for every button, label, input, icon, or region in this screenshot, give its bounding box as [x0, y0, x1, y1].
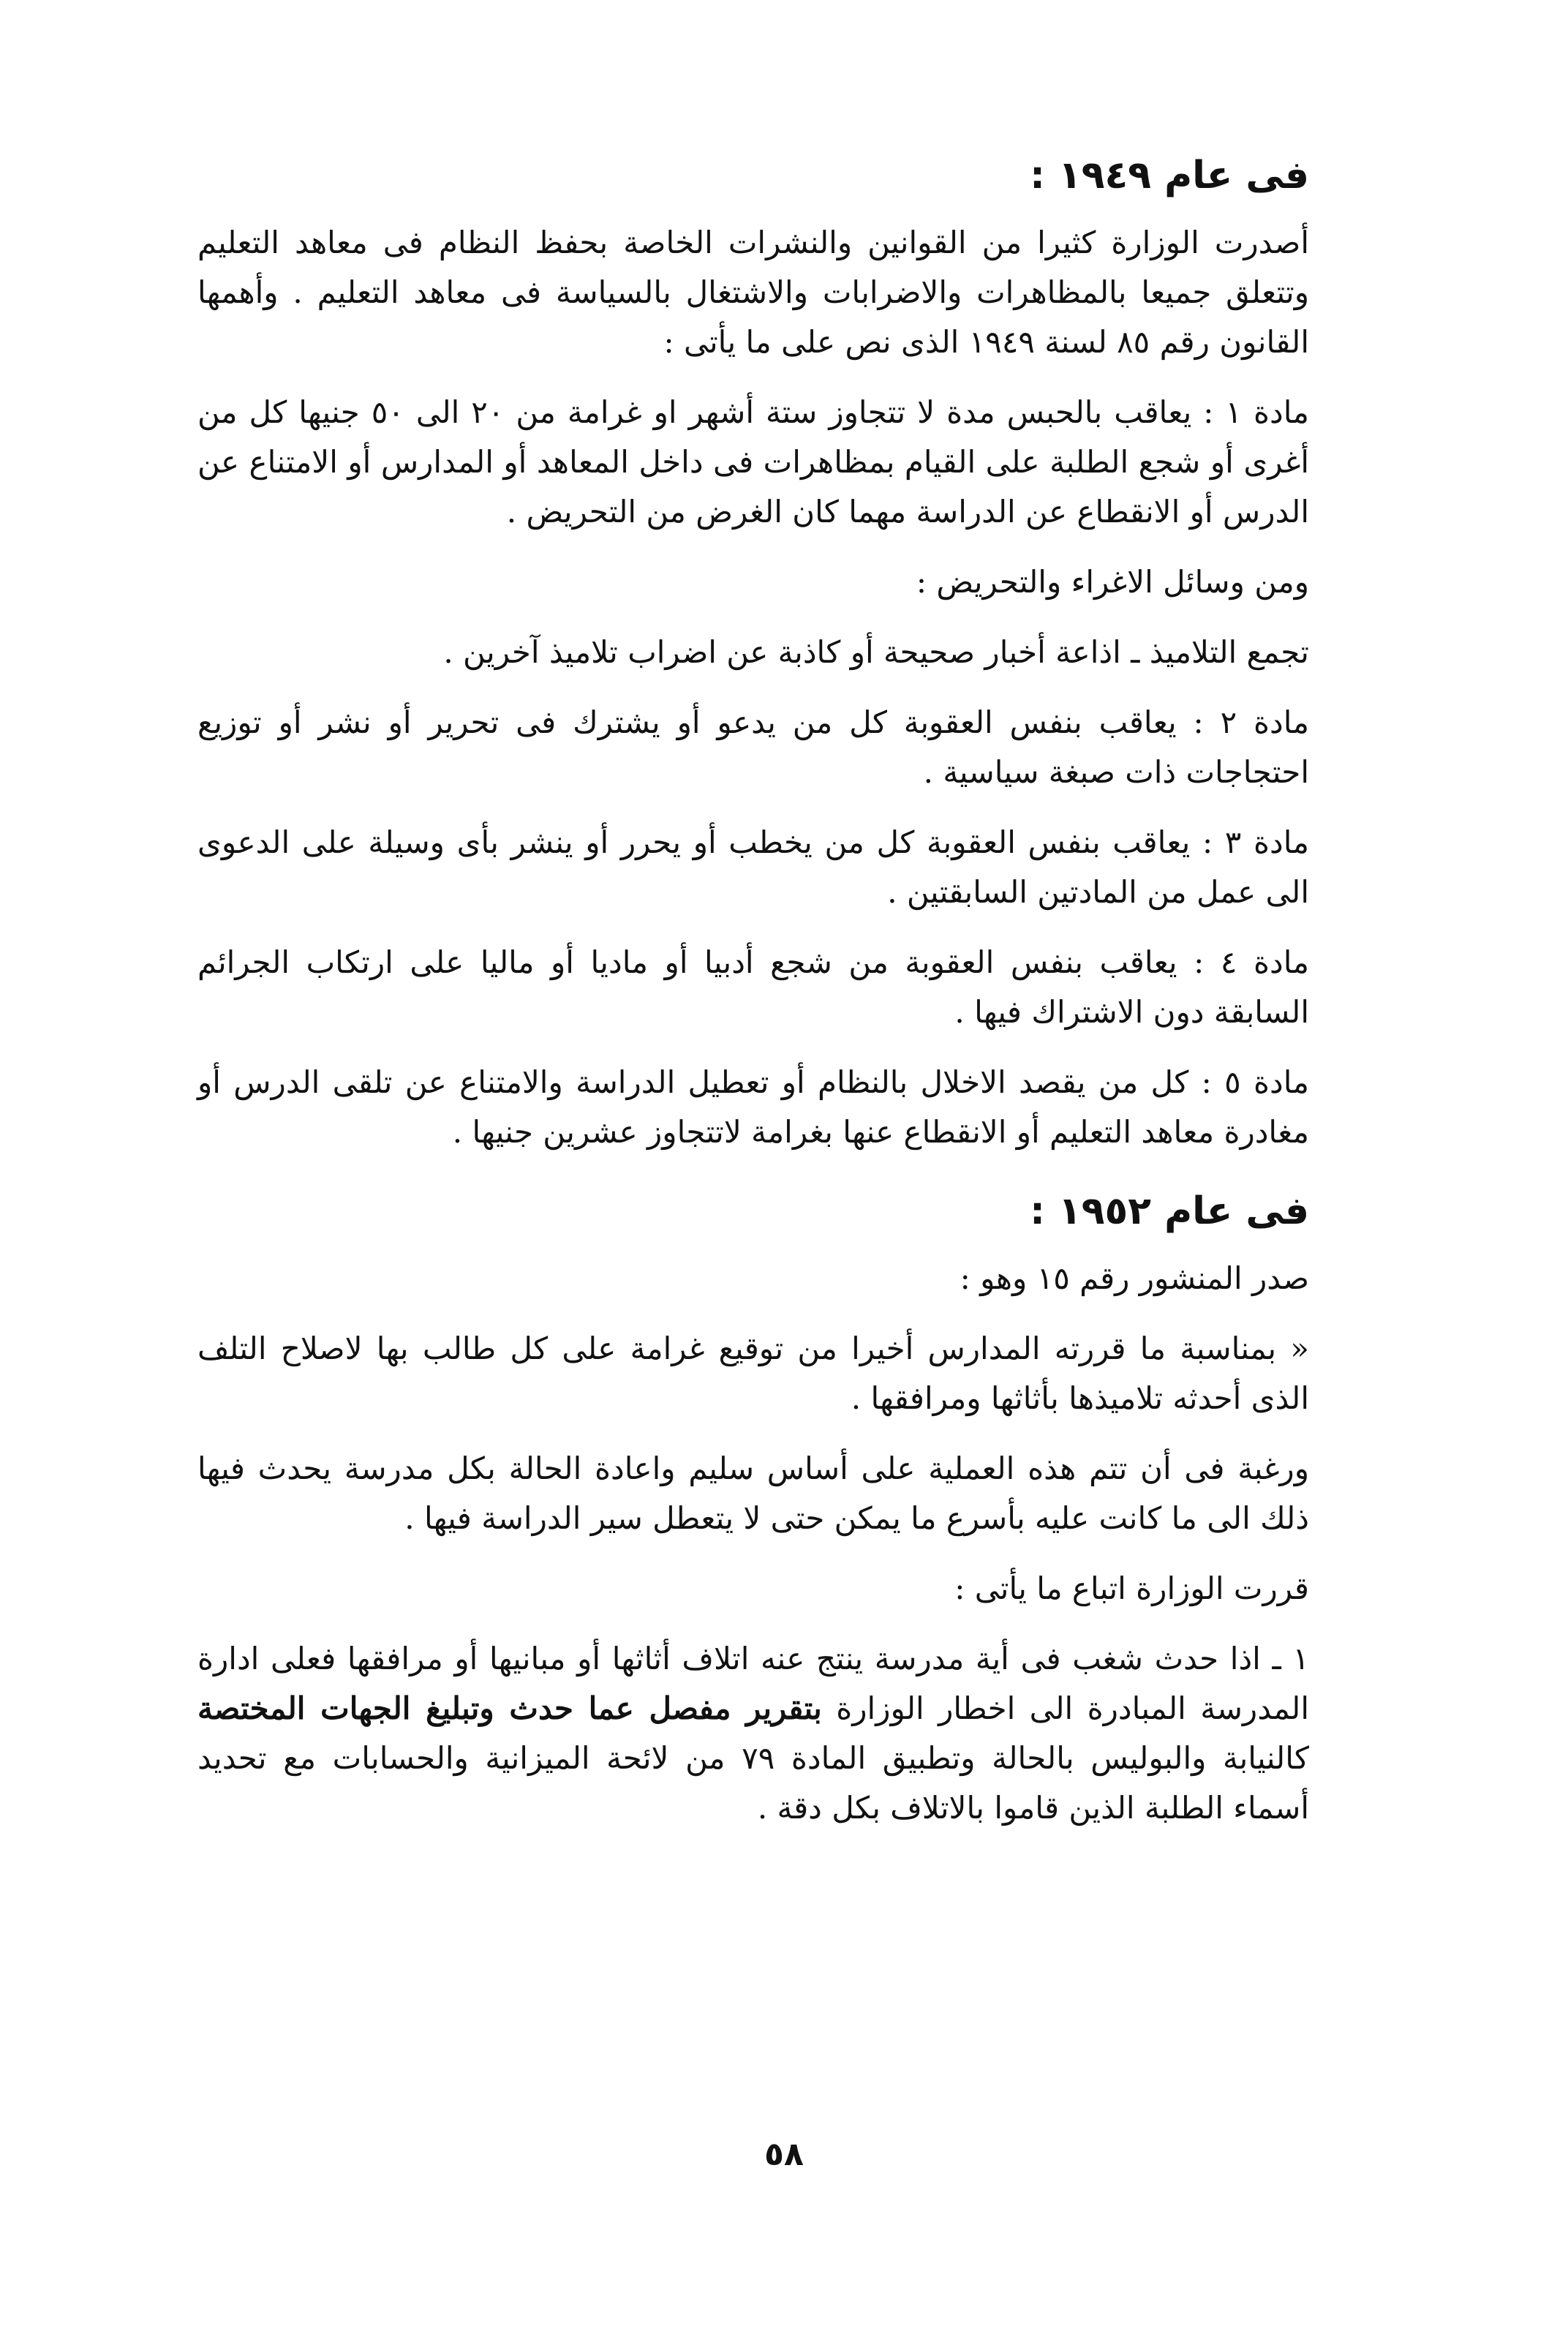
article-2: مادة ٢ : يعاقب بنفس العقوبة كل من يدعو أو يشترك فى تحرير أو نشر أو توزيع احتجاجات ذات صبغة سياسية . [197, 704, 1309, 790]
intro-paragraph-1952: صدر المنشور رقم ١٥ وهو : [960, 1260, 1309, 1296]
item-1 [197, 1634, 1309, 1833]
decision-paragraph: قررت الوزارة اتباع ما يأتى : [954, 1570, 1309, 1606]
intro-paragraph-1949: أصدرت الوزارة كثيرا من القوانين والنشرات الخاصة بحفظ النظام فى معاهد التعليم وتتعلق جميعا بالمظاهرات والاضرابات والاشتغال بالسياسة فى معاهد التعليم . وأهمها القانون رقم ٨٥ لسنة ١٩٤٩ الذى نص على ما يأتى : [197, 225, 1309, 360]
item-1-bold-text: بتقرير مفصل عما حدث وتبليغ الجهات المختصة [197, 1690, 822, 1726]
article-5: مادة ٥ : كل من يقصد الاخلال بالنظام أو تعطيل الدراسة والامتناع عن تلقى الدرس أو مغادرة معاهد التعليم أو الانقطاع عنها بغرامة لاتتجاوز عشرين جنيها . [197, 1064, 1309, 1150]
heading-1949: فى عام ١٩٤٩ : [1030, 154, 1309, 197]
means-text: تجمع التلاميذ ـ اذاعة أخبار صحيحة أو كاذبة عن اضراب تلاميذ آخرين . [443, 634, 1309, 670]
document-page [197, 146, 1309, 1853]
circular-quote: « بمناسبة ما قررته المدارس أخيرا من توقيع غرامة على كل طالب بها لاصلاح التلف الذى أحدثه تلاميذها بأثاثها ومرافقها . [197, 1330, 1309, 1416]
means-heading: ومن وسائل الاغراء والتحريض : [916, 564, 1309, 600]
article-3: مادة ٣ : يعاقب بنفس العقوبة كل من يخطب أو يحرر أو ينشر بأى وسيلة على الدعوى الى عمل من المادتين السابقتين . [197, 824, 1309, 910]
item-1-text-start: ١ ـ اذا حدث شغب فى أية مدرسة ينتج عنه اتلاف أثاثها أو مبانيها أو مرافقها فعلى ادارة المدرسة المبادرة الى اخطار الوزارة [197, 1641, 1310, 1726]
desire-paragraph: ورغبة فى أن تتم هذه العملية على أساس سليم واعادة الحالة بكل مدرسة يحدث فيها ذلك الى ما كانت عليه بأسرع ما يمكن حتى لا يتعطل سير الدراسة فيها . [197, 1450, 1309, 1536]
article-1: مادة ١ : يعاقب بالحبس مدة لا تتجاوز ستة أشهر او غرامة من ٢٠ الى ٥٠ جنيها كل من أغرى أو شجع الطلبة على القيام بمظاهرات فى داخل المعاهد أو المدارس أو الامتناع عن الدرس أو الانقطاع عن الدراسة مهما كان الغرض من التحريض . [197, 394, 1309, 530]
article-4: مادة ٤ : يعاقب بنفس العقوبة من شجع أدبيا أو ماديا أو ماليا على ارتكاب الجرائم السابقة دون الاشتراك فيها . [197, 944, 1309, 1030]
item-1-text-end: كالنيابة والبوليس بالحالة وتطبيق المادة ٧٩ من لائحة الميزانية والحسابات مع تحديد أسماء الطلبة الذين قاموا بالاتلاف بكل دقة . [197, 1740, 1309, 1826]
page-number: ٥٨ [764, 2136, 804, 2173]
heading-1952: فى عام ١٩٥٢ : [1030, 1189, 1309, 1233]
